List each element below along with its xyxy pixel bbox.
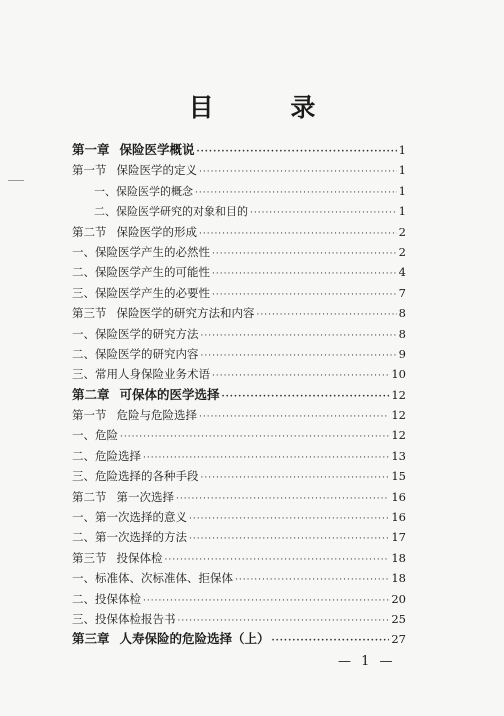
toc-entry-title: 二、投保体检 [72, 591, 141, 606]
toc-entry [72, 548, 406, 568]
toc-entry-number: 第二节 [72, 489, 107, 504]
toc-entry-title: 一、标准体、次标准体、拒保体 [72, 571, 233, 586]
toc-entry [72, 527, 406, 547]
toc-entry-label [72, 629, 270, 649]
page-number: — 1 — [338, 654, 396, 669]
toc-entry-page: 1 [398, 204, 406, 219]
dot-leader [212, 244, 397, 264]
toc-entry-number: 第一节 [72, 408, 107, 423]
toc-entry-label [72, 303, 255, 323]
toc-entry-label [72, 446, 141, 466]
dot-leader [201, 326, 397, 346]
toc-entry-label [72, 405, 197, 425]
toc-entry [72, 181, 406, 201]
toc-entry-title: 保险医学概说 [119, 142, 195, 157]
dot-leader [212, 366, 389, 386]
toc-entry-title: 二、第一次选择的方法 [72, 530, 187, 545]
toc-entry-page: 8 [398, 326, 406, 341]
toc-entry-title: 三、投保体检报告书 [72, 611, 176, 626]
toc-entry-title: 一、保险医学的概念 [94, 184, 193, 198]
toc-entry-title: 一、危险 [72, 428, 118, 443]
toc-entry-page: 27 [391, 632, 406, 647]
page-title: 目 录 [188, 93, 350, 122]
toc-entry-page: 15 [391, 469, 406, 484]
toc-entry-page: 8 [398, 306, 406, 321]
toc-entry-page: 12 [391, 387, 406, 402]
toc-entry-label [72, 364, 210, 384]
toc-entry-page: 17 [391, 530, 406, 545]
toc-entry-label [72, 385, 220, 405]
toc-entry-label [72, 160, 197, 180]
dot-leader [199, 407, 389, 427]
dot-leader [176, 489, 389, 509]
toc-entry-number: 第三节 [72, 306, 107, 321]
toc-entry-title: 可保体的医学选择 [119, 386, 220, 402]
toc-entry-label [72, 507, 187, 527]
dot-leader [201, 346, 397, 366]
toc-entry-page: 10 [391, 367, 406, 382]
toc-entry-label [72, 548, 163, 568]
toc-entry-page: 4 [398, 265, 406, 280]
toc-entry-label [72, 568, 233, 588]
toc-entry-number: 第二节 [72, 224, 107, 239]
toc-entry [72, 262, 406, 282]
toc-entry-page: 20 [391, 591, 406, 606]
toc-entry-title: 一、第一次选择的意义 [72, 510, 187, 525]
toc-entry [72, 364, 406, 384]
toc-entry-title: 二、保险医学的研究内容 [72, 346, 199, 361]
toc-entry-number: 第三章 [72, 631, 110, 647]
dot-leader [165, 550, 390, 570]
toc-entry-page: 18 [391, 571, 406, 586]
dot-leader [250, 203, 397, 223]
toc-entry-title: 保险医学的定义 [116, 163, 197, 178]
dot-leader [143, 448, 389, 468]
dot-leader [189, 509, 389, 529]
dot-leader [201, 468, 390, 488]
toc-entry-page: 2 [398, 244, 406, 259]
toc-entry [72, 160, 406, 180]
dot-leader [189, 529, 389, 549]
dot-leader [212, 285, 397, 305]
toc-entry [72, 324, 406, 344]
toc-entry-title: 三、危险选择的各种手段 [72, 469, 199, 484]
toc-entry [72, 303, 406, 323]
toc-entry [72, 222, 406, 242]
toc-entry-page: 9 [398, 346, 406, 361]
toc-entry [72, 201, 406, 221]
table-of-contents [72, 140, 406, 650]
toc-entry [72, 589, 406, 609]
dot-leader [195, 183, 397, 203]
toc-entry-page: 13 [391, 448, 406, 463]
toc-entry-title: 二、保险医学产生的可能性 [72, 265, 210, 280]
dot-leader [199, 162, 397, 182]
toc-entry-page: 18 [391, 550, 406, 565]
toc-entry [72, 609, 406, 629]
toc-entry [72, 487, 406, 507]
dot-leader [257, 305, 397, 325]
dot-leader [222, 387, 390, 407]
toc-entry-title: 第一次选择 [116, 489, 174, 504]
toc-entry [72, 385, 406, 405]
toc-entry [72, 446, 406, 466]
toc-entry-page: 16 [391, 489, 406, 504]
toc-entry-page: 16 [391, 510, 406, 525]
toc-entry-page: 1 [398, 183, 406, 198]
dot-leader [235, 570, 389, 590]
toc-entry-label [72, 487, 174, 507]
toc-entry-label [72, 609, 176, 629]
toc-entry-label [72, 222, 197, 242]
toc-entry [72, 283, 406, 303]
toc-entry-number: 第一章 [72, 142, 110, 157]
toc-entry-label [72, 589, 141, 609]
toc-entry-page: 1 [398, 143, 406, 157]
dot-leader [197, 142, 397, 162]
toc-entry-number: 第一节 [72, 163, 107, 178]
toc-entry-label [72, 466, 199, 486]
toc-entry-page: 25 [391, 611, 406, 626]
toc-entry-page: 12 [391, 428, 406, 443]
toc-entry-page: 12 [391, 408, 406, 423]
toc-entry-title: 保险医学的形成 [116, 224, 197, 239]
toc-entry-label [72, 140, 195, 160]
toc-entry-title: 投保体检 [116, 550, 163, 565]
scan-mark [8, 180, 24, 181]
toc-entry-label [72, 425, 118, 445]
toc-entry [72, 140, 406, 160]
toc-entry-title: 保险医学的研究方法和内容 [116, 306, 255, 321]
toc-entry-page: 1 [398, 163, 406, 178]
toc-entry [72, 466, 406, 486]
toc-entry-page: 2 [398, 224, 406, 239]
toc-entry-label [72, 262, 210, 282]
toc-entry-title: 一、保险医学产生的必然性 [72, 244, 210, 259]
toc-entry-label [94, 182, 193, 202]
toc-entry [72, 344, 406, 364]
toc-entry [72, 568, 406, 588]
toc-entry-title: 二、危险选择 [72, 448, 141, 463]
toc-entry-label [72, 283, 210, 303]
toc-entry-title: 二、保险医学研究的对象和目的 [94, 205, 248, 219]
toc-entry [72, 507, 406, 527]
toc-entry [72, 405, 406, 425]
toc-entry-number: 第三节 [72, 550, 107, 565]
toc-entry-label [72, 527, 187, 547]
dot-leader [212, 264, 397, 284]
dot-leader [120, 427, 389, 447]
toc-entry-label [94, 202, 248, 222]
dot-leader [178, 611, 390, 631]
toc-entry-label [72, 344, 199, 364]
toc-entry [72, 425, 406, 445]
dot-leader [199, 224, 397, 244]
toc-entry-label [72, 324, 199, 344]
toc-entry-title: 三、保险医学产生的必要性 [72, 285, 210, 300]
toc-entry-title: 一、保险医学的研究方法 [72, 326, 199, 341]
toc-entry [72, 242, 406, 262]
dot-leader [143, 591, 389, 611]
dot-leader [272, 631, 390, 651]
toc-entry-page: 7 [398, 285, 406, 300]
toc-entry-title: 危险与危险选择 [116, 408, 197, 423]
toc-entry [72, 629, 406, 649]
toc-entry-title: 三、常用人身保险业务术语 [72, 367, 210, 382]
toc-entry-label [72, 242, 210, 262]
toc-entry-title: 人寿保险的危险选择（上） [119, 631, 270, 647]
toc-entry-number: 第二章 [72, 386, 110, 402]
